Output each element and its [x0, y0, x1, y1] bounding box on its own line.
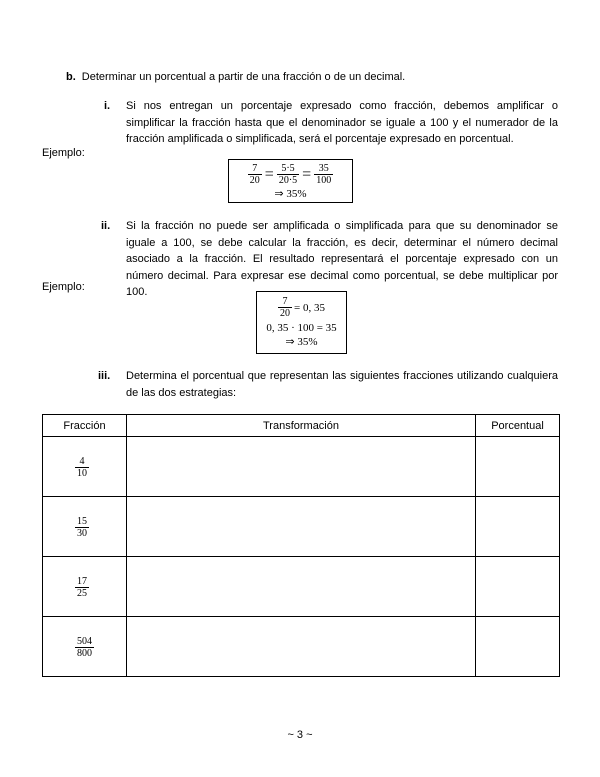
equals-sign: = [264, 165, 274, 183]
header-porcentual: Porcentual [476, 415, 560, 437]
row-fraction [75, 636, 94, 659]
transformation-cell[interactable] [127, 437, 476, 497]
percentage-cell[interactable] [476, 557, 560, 617]
fraction-cell [43, 437, 127, 497]
example-1-result: ⇒ 35% [274, 188, 307, 200]
example-2-equation [257, 296, 346, 319]
fraction-denominator: 30 [77, 528, 87, 539]
fraction-numerator: 7 [252, 163, 258, 174]
item-iii-text: Determina el porcentual que representan las siguientes fracciones utilizando cualquiera de las dos estrategias: [126, 370, 558, 399]
percentage-cell[interactable] [476, 497, 560, 557]
transformation-cell[interactable] [127, 557, 476, 617]
example-2-result: ⇒ 35% [285, 336, 318, 348]
example-1-box [228, 159, 353, 203]
example-2-multiplication: 0, 35 · 100 = 35 [266, 322, 337, 334]
item-i-text: Si nos entregan un porcentaje expresado como fracción, debemos amplificar o simplificar la fracción hasta que el denominador se iguale a 100 y el numerador de la fracción amplificada o simplificada, será el porcentaje expresado en porcentual. [126, 100, 558, 145]
page-number: ~ 3 ~ [287, 729, 313, 741]
fractions-table [42, 414, 560, 677]
table-row [43, 437, 560, 497]
example-2-box [256, 291, 347, 354]
row-fraction [75, 516, 89, 539]
table-row [43, 497, 560, 557]
section-b-label: b. [66, 71, 76, 83]
fraction-denominator: 10 [77, 468, 87, 479]
table-row [43, 617, 560, 677]
header-transformacion: Transformación [127, 415, 476, 437]
transformation-cell[interactable] [127, 497, 476, 557]
table-header-row [43, 415, 560, 437]
example-1-fraction-c [314, 163, 333, 186]
table-row [43, 557, 560, 617]
fraction-numerator: 17 [77, 576, 87, 587]
equals-sign: = [302, 165, 312, 183]
fraction-numerator: 7 [282, 296, 288, 307]
item-i-label: i. [104, 100, 111, 112]
fraction-denominator: 20 [249, 175, 260, 186]
fraction-denominator: 800 [77, 648, 92, 659]
decimal-equation: = 0, 35 [294, 301, 325, 314]
fraction-numerator: 5·5 [281, 163, 295, 174]
percentage-cell[interactable] [476, 437, 560, 497]
row-fraction [75, 576, 89, 599]
fraction-numerator: 4 [79, 456, 85, 467]
example-1-equation [229, 163, 352, 186]
section-b-title: Determinar un porcentual a partir de una fracción o de un decimal. [81, 71, 406, 83]
header-fraccion: Fracción [43, 415, 127, 437]
fraction-cell [43, 557, 127, 617]
fraction-cell [43, 497, 127, 557]
fraction-denominator: 25 [77, 588, 87, 599]
percentage-cell[interactable] [476, 617, 560, 677]
example-1-fraction-a [248, 163, 262, 186]
example-label-1: Ejemplo: [42, 147, 85, 159]
fraction-cell [43, 617, 127, 677]
section-b-heading [66, 70, 405, 84]
fraction-numerator: 504 [77, 636, 92, 647]
fraction-denominator: 20·5 [278, 175, 298, 186]
example-label-2: Ejemplo: [42, 281, 85, 293]
fraction-numerator: 15 [77, 516, 87, 527]
fraction-denominator: 20 [280, 308, 291, 319]
example-1-fraction-b [277, 163, 299, 186]
fraction-numerator: 35 [318, 163, 329, 174]
transformation-cell[interactable] [127, 617, 476, 677]
row-fraction [75, 456, 89, 479]
item-ii-label: ii. [101, 220, 111, 232]
fraction-denominator: 100 [316, 175, 332, 186]
item-ii-text: Si la fracción no puede ser amplificada o simplificada para que su denominador se iguale a 100, se debe calcular la fracción, es decir, determinar el número decimal asociado a la fracción. El resultado representará el porcentaje expresado con un número decimal. Para expresar ese decimal como porcentual, se debe multiplicar por 100. [126, 220, 558, 298]
example-2-fraction [278, 296, 292, 319]
item-iii-label: iii. [98, 370, 111, 382]
